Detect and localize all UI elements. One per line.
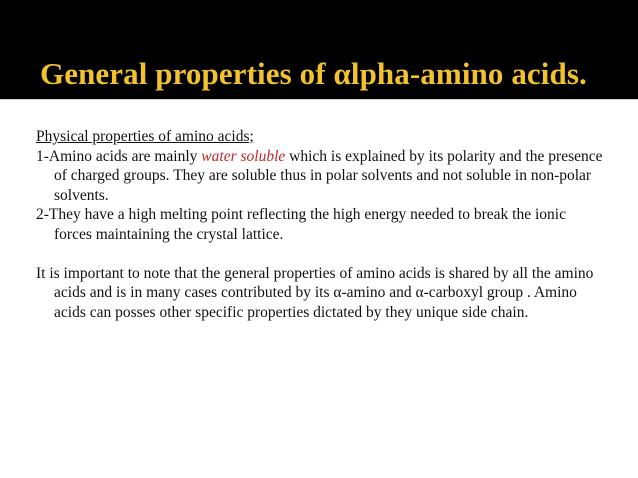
paragraph-melting-point: 2-They have a high melting point reflecting the high energy needed to break the ionic forces maintaining the crystal lattice. bbox=[36, 206, 566, 243]
slide-title: General properties of αlpha-amino acids. bbox=[40, 56, 587, 91]
paragraph-spacer bbox=[36, 244, 606, 264]
paragraph-1-prefix: 1-Amino acids are mainly bbox=[36, 147, 202, 165]
section-heading: Physical properties of amino acids; bbox=[36, 128, 254, 145]
paragraph-1-suffix: which is explained by its polarity and the presence of charged groups. They are soluble thus in polar solvents and not soluble in non-polar solvents. bbox=[54, 147, 603, 204]
highlight-water-soluble: water soluble bbox=[201, 147, 286, 165]
paragraph-water-solubility bbox=[36, 147, 606, 206]
slide-content bbox=[36, 127, 606, 322]
paragraph-general-note: It is important to note that the general properties of amino acids is shared by all the amino acids and is in many cases contributed by its α-amino and α-carboxyl group . Amino acids can posses other specific properties dictated by they unique side chain. bbox=[36, 264, 594, 321]
title-bar bbox=[0, 0, 638, 100]
